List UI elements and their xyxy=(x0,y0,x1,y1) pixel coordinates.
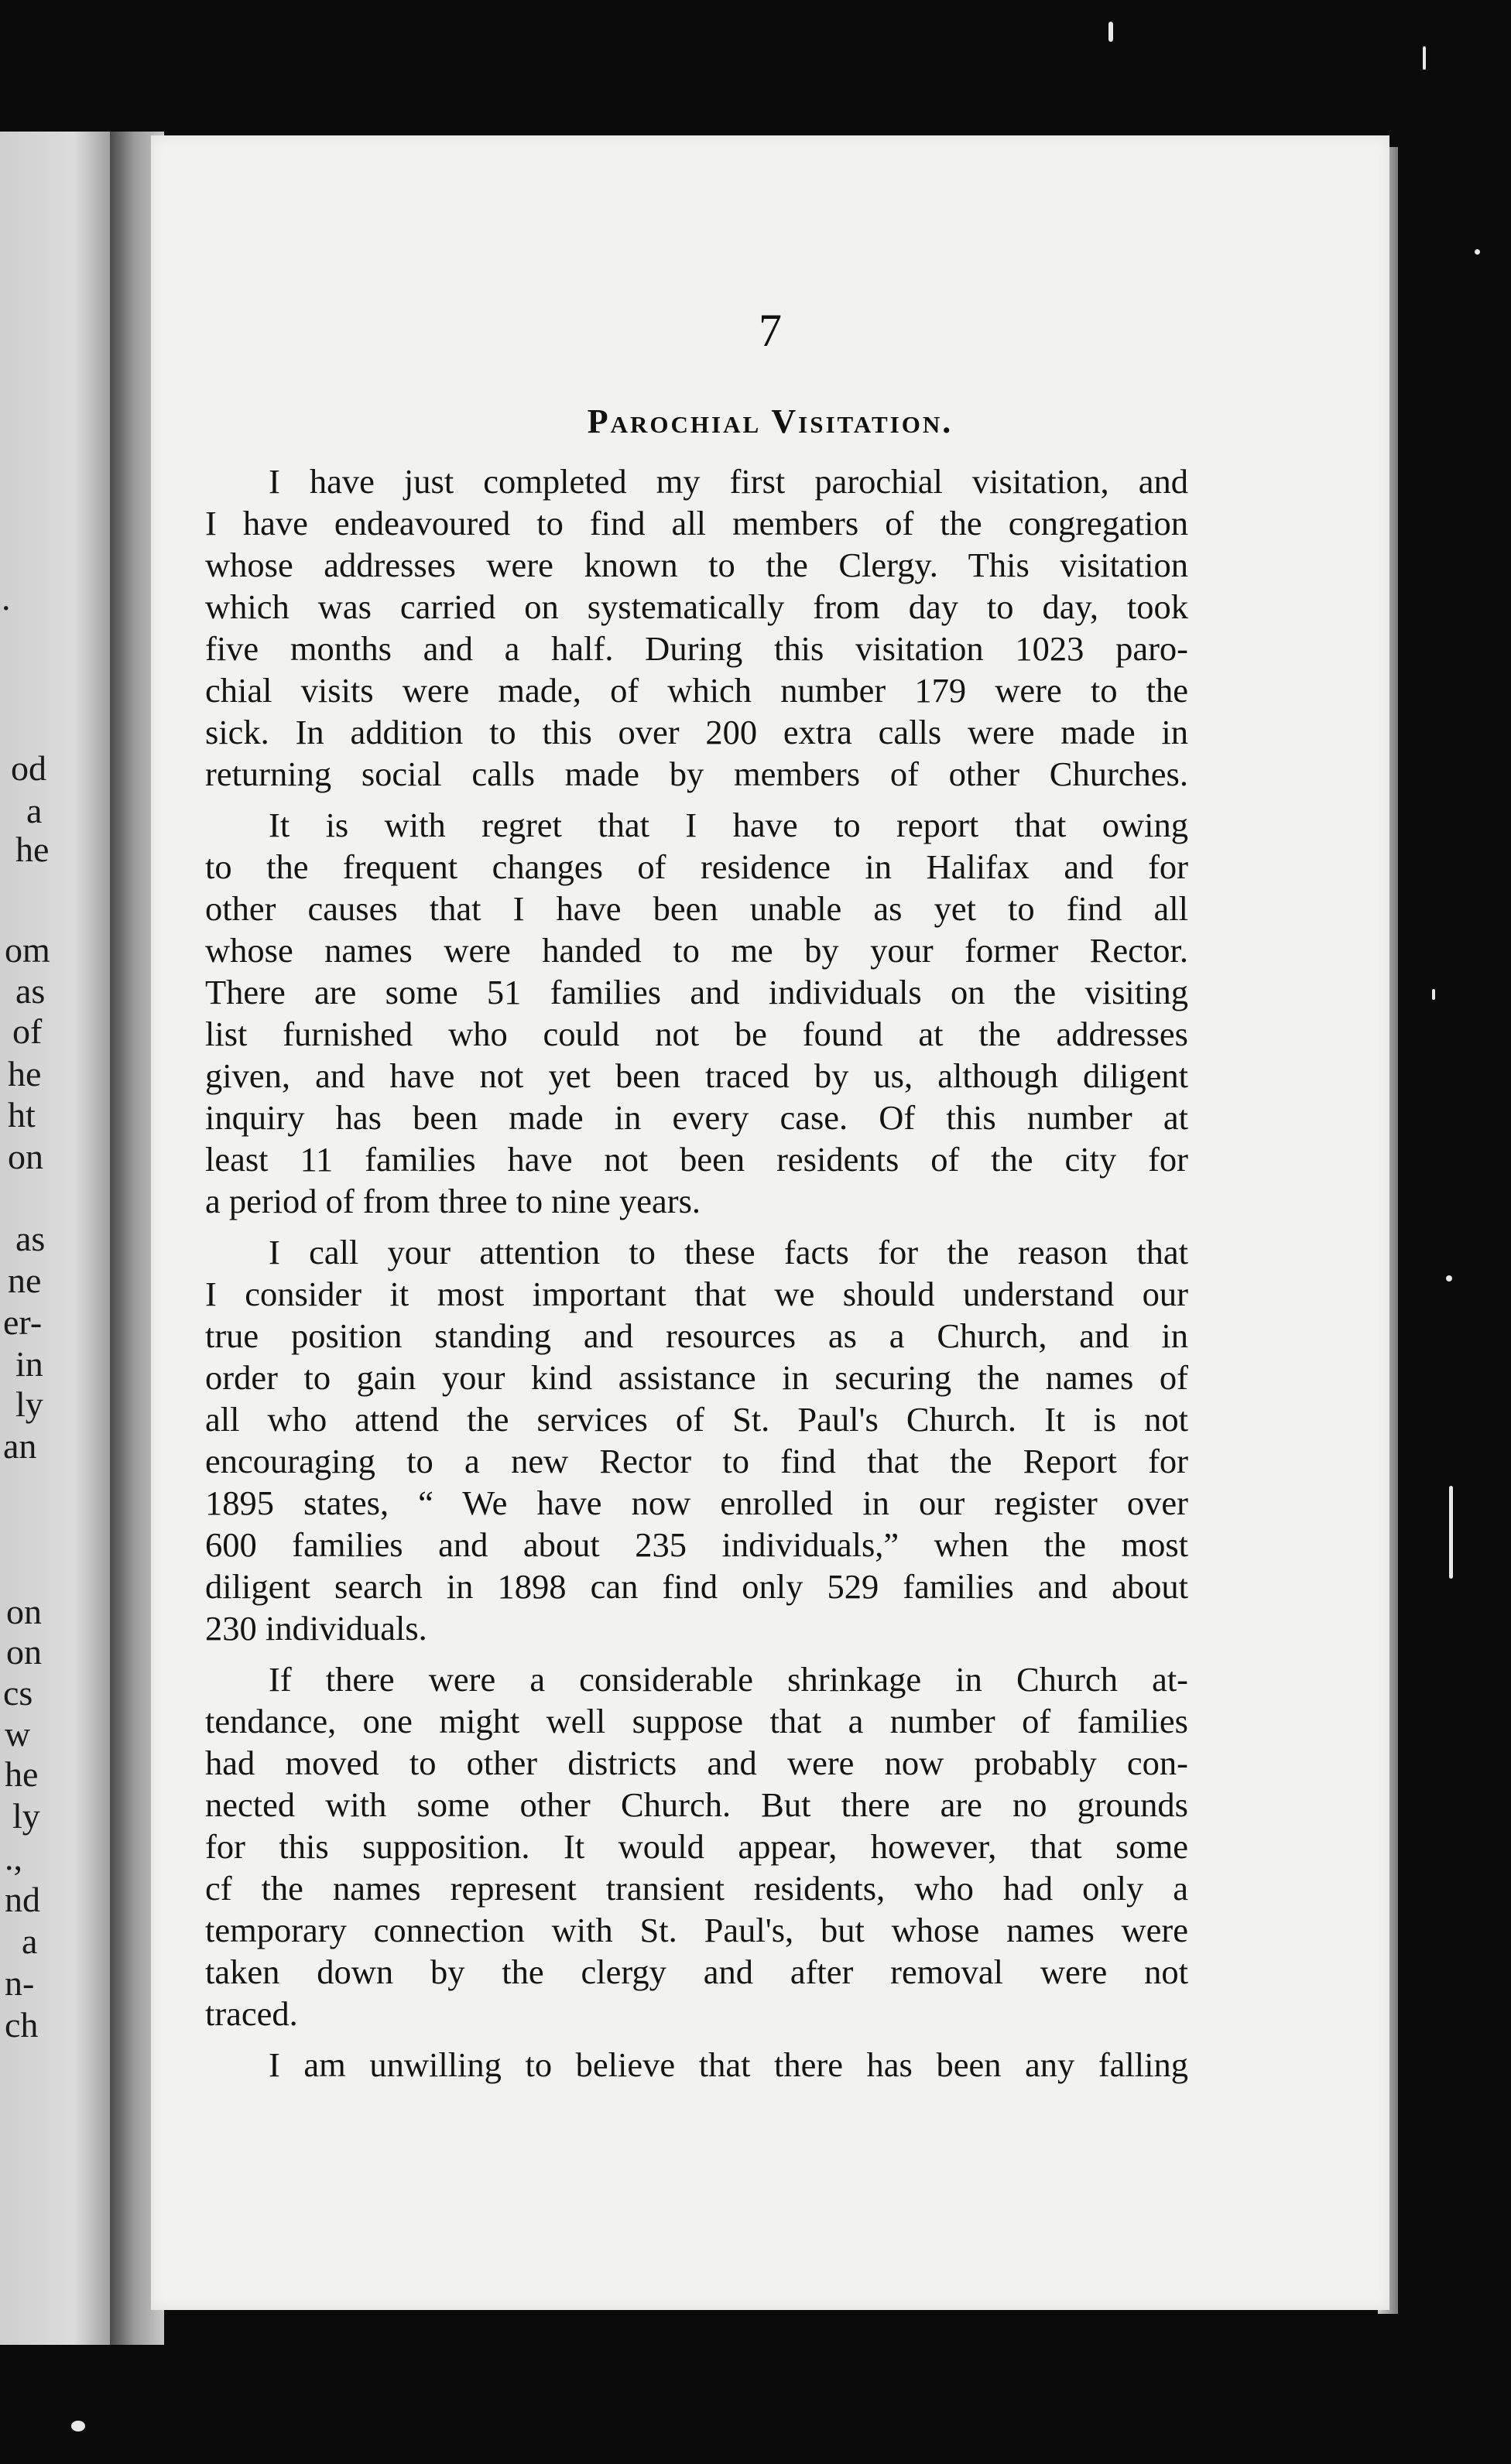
left-page-fragment: er- xyxy=(3,1302,43,1342)
page-number: 7 xyxy=(759,305,782,356)
left-page-fragment: ch xyxy=(5,2005,39,2045)
text-line: There are some 51 families and individuals on the visiting xyxy=(205,973,1188,1011)
left-page-fragment: a xyxy=(22,1922,38,1961)
document-page xyxy=(151,135,1389,2310)
paragraph xyxy=(205,1231,1188,1649)
text-line: chial visits were made, of which number 179 were to the xyxy=(205,671,1188,710)
left-page-fragment: ly xyxy=(15,1384,43,1424)
left-page-fragment: he xyxy=(15,830,50,869)
text-line: least 11 families have not been residents of the city for xyxy=(205,1140,1188,1179)
text-line: I have endeavoured to find all members of the congregation xyxy=(205,504,1188,542)
text-line: returning social calls made by members of other Churches. xyxy=(205,755,1188,793)
left-page-fragment: in xyxy=(15,1344,43,1384)
text-line: tendance, one might well suppose that a number of families xyxy=(205,1702,1188,1740)
dust-speck xyxy=(1108,22,1113,42)
left-page-fragment: cs xyxy=(3,1673,33,1713)
text-line: traced. xyxy=(205,1994,298,2033)
dust-speck xyxy=(1446,1275,1452,1282)
text-line: for this supposition. It would appear, however, that some xyxy=(205,1827,1188,1866)
text-line: I call your attention to these facts for the reason that xyxy=(269,1233,1188,1271)
dust-speck xyxy=(71,2421,85,2431)
text-line: cf the names represent transient residents, who had only a xyxy=(205,1869,1188,1908)
left-page-fragment: of xyxy=(12,1011,43,1051)
text-line: sick. In addition to this over 200 extra calls were made in xyxy=(205,713,1188,751)
section-heading: Parochial Visitation. xyxy=(587,402,954,440)
text-line: whose names were handed to me by your former Rector. xyxy=(205,931,1188,970)
dust-speck xyxy=(1475,249,1480,255)
text-line: all who attend the services of St. Paul's Church. It is not xyxy=(205,1400,1188,1439)
left-page-fragment: a xyxy=(26,791,43,830)
text-line: five months and a half. During this visitation 1023 paro- xyxy=(205,629,1188,668)
paragraph xyxy=(205,460,1188,795)
paragraph xyxy=(205,1658,1188,2035)
text-line: I have just completed my first parochial visitation, and xyxy=(269,462,1188,501)
text-line: given, and have not yet been traced by us, although diligent xyxy=(205,1056,1188,1095)
dust-speck xyxy=(1423,46,1426,70)
left-page-fragment: as xyxy=(15,971,46,1011)
left-page-fragment: on xyxy=(6,1592,42,1631)
text-line: I consider it most important that we should understand our xyxy=(205,1275,1188,1313)
text-line: had moved to other districts and were now probably con- xyxy=(205,1744,1188,1782)
left-page-fragment: n- xyxy=(5,1963,35,2003)
text-line: If there were a considerable shrinkage in Church at- xyxy=(269,1660,1188,1699)
left-page-fragment: he xyxy=(5,1754,39,1794)
text-line: 600 families and about 235 individuals,” when the most xyxy=(205,1525,1188,1564)
left-page-fragment: . xyxy=(2,578,11,618)
text-line: list furnished who could not be found at the addresses xyxy=(205,1015,1188,1053)
left-page-fragment: an xyxy=(3,1426,37,1466)
text-line: whose addresses were known to the Clergy. This visitation xyxy=(205,546,1188,584)
text-line: temporary connection with St. Paul's, but whose names were xyxy=(205,1911,1188,1949)
paragraph xyxy=(205,2044,1188,2086)
text-line: other causes that I have been unable as yet to find all xyxy=(205,889,1188,928)
left-page-fragment: nd xyxy=(5,1880,40,1919)
left-page-fragment: ne xyxy=(8,1261,42,1300)
left-page-fragment: od xyxy=(11,748,46,788)
text-line: It is with regret that I have to report that owing xyxy=(269,806,1188,844)
left-page-fragment: ly xyxy=(12,1796,40,1836)
text-line: a period of from three to nine years. xyxy=(205,1182,701,1220)
left-page-fragment: on xyxy=(6,1632,42,1672)
text-line: nected with some other Church. But there are no grounds xyxy=(205,1785,1188,1824)
body-text xyxy=(205,460,1188,2095)
left-page-fragment: as xyxy=(15,1219,46,1258)
paragraph xyxy=(205,804,1188,1222)
text-line: 230 individuals. xyxy=(205,1609,427,1648)
left-page-fragment: on xyxy=(8,1137,43,1176)
text-line: diligent search in 1898 can find only 529 families and about xyxy=(205,1567,1188,1606)
text-line: encouraging to a new Rector to find that the Report for xyxy=(205,1442,1188,1480)
left-page-fragment: w xyxy=(5,1714,31,1754)
dust-speck xyxy=(1432,989,1435,1000)
text-line: order to gain your kind assistance in securing the names of xyxy=(205,1358,1188,1397)
left-page-fragment: om xyxy=(5,930,50,970)
text-line: to the frequent changes of residence in Halifax and for xyxy=(205,847,1188,886)
text-line: which was carried on systematically from day to day, took xyxy=(205,587,1188,626)
left-page-fragment: ht xyxy=(8,1095,36,1134)
text-line: inquiry has been made in every case. Of this number at xyxy=(205,1098,1188,1137)
dust-speck xyxy=(1449,1486,1453,1579)
text-line: taken down by the clergy and after removal were not xyxy=(205,1952,1188,1991)
text-line: I am unwilling to believe that there has been any falling xyxy=(269,2045,1188,2084)
text-line: true position standing and resources as a Church, and in xyxy=(205,1316,1188,1355)
left-page-fragment: he xyxy=(8,1054,42,1093)
text-line: 1895 states, “ We have now enrolled in our register over xyxy=(205,1484,1188,1522)
left-page-fragment: ., xyxy=(5,1838,22,1877)
